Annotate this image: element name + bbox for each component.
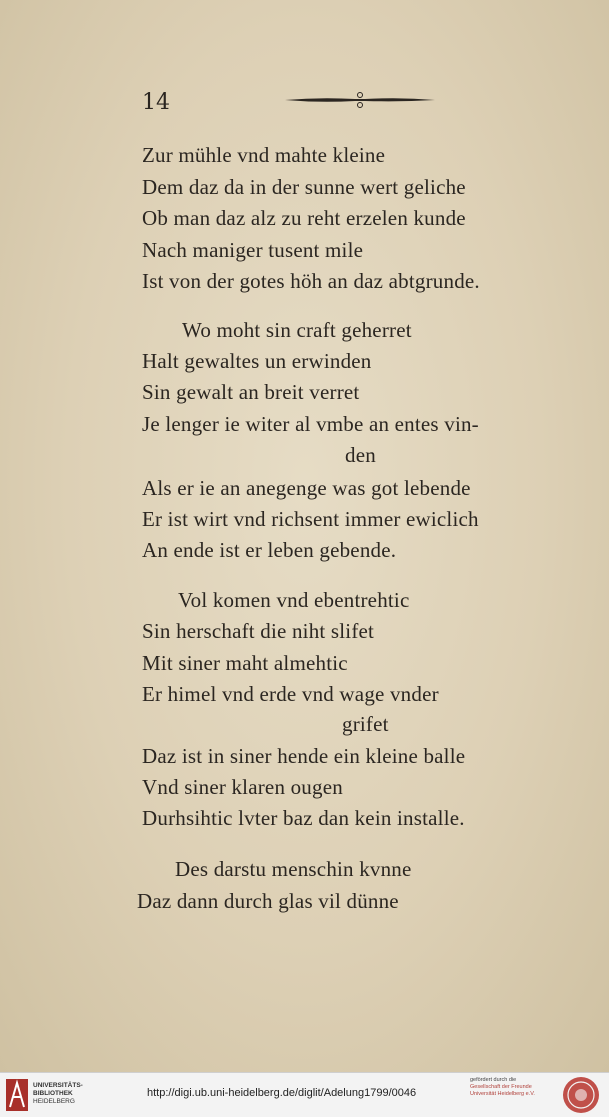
verse-line: Dem daz da in der sunne wert geliche <box>142 175 466 199</box>
verse-line: Des darstu menschin kvnne <box>175 857 412 881</box>
verse-line: Ob man daz alz zu reht erzelen kunde <box>142 206 466 230</box>
verse-line: Sin herschaft die niht slifet <box>142 619 375 643</box>
library-name-line: BIBLIOTHEK <box>33 1090 73 1097</box>
sponsor-credit <box>470 1077 535 1098</box>
viewer-footer <box>0 1072 609 1117</box>
verse-line: An ende ist er leben gebende. <box>142 538 397 562</box>
verse-line: Er ist wirt vnd richsent immer ewiclich <box>142 507 479 531</box>
verse-line: Vnd siner klaren ougen <box>142 775 343 799</box>
verse-line: Durhsihtic lvter baz dan kein installe. <box>142 806 465 830</box>
page-number: 14 <box>142 90 170 115</box>
university-seal-icon <box>562 1076 600 1114</box>
verse-line: Ist von der gotes höh an daz abtgrunde. <box>142 269 480 293</box>
verse-line: Wo moht sin craft geherret <box>182 318 412 342</box>
verse-line: den <box>345 443 376 467</box>
verse-line: Nach maniger tusent mile <box>142 238 364 262</box>
sponsor-line: Gesellschaft der Freunde <box>470 1084 532 1090</box>
sponsor-line: gefördert durch die <box>470 1077 517 1083</box>
verse-line: Halt gewaltes un erwinden <box>142 349 372 373</box>
verse-line: Mit siner maht almehtic <box>142 651 348 675</box>
verse-line: Er himel vnd erde vnd wage vnder <box>142 682 439 706</box>
library-name-line: HEIDELBERG <box>33 1098 75 1105</box>
verse-line: grifet <box>342 712 389 736</box>
header-ornament <box>285 92 435 108</box>
verse-line: Zur mühle vnd mahte kleine <box>142 143 386 167</box>
verse-line: Daz ist in siner hende ein kleine balle <box>142 744 466 768</box>
university-library-logo-icon <box>6 1079 28 1111</box>
library-name <box>33 1082 83 1106</box>
verse-line: Je lenger ie witer al vmbe an entes vin- <box>142 412 479 436</box>
verse-line: Daz dann durch glas vil dünne <box>137 889 399 913</box>
verse-line: Vol komen vnd ebentrehtic <box>178 588 410 612</box>
verse-line: Sin gewalt an breit verret <box>142 380 360 404</box>
verse-line: Als er ie an anegenge was got lebende <box>142 476 471 500</box>
permalink-url[interactable]: http://digi.ub.uni-heidelberg.de/diglit/Adelung1799/0046 <box>147 1087 417 1099</box>
library-name-line: UNIVERSITÄTS- <box>33 1082 83 1089</box>
sponsor-line: Universität Heidelberg e.V. <box>470 1091 535 1097</box>
